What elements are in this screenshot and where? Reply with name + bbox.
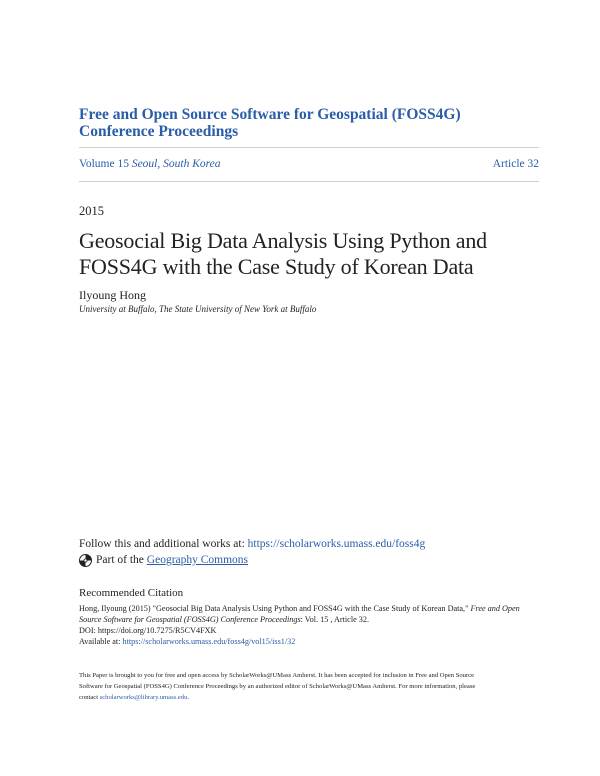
citation-doi: DOI: https://doi.org/10.7275/R5CV4FXK — [79, 626, 217, 635]
publication-year: 2015 — [79, 204, 104, 218]
footer-line-2: Software for Geospatial (FOSS4G) Conference Proceedings by an authorized editor of ScholarWorks@UMass Amherst. For more information, please — [79, 683, 476, 690]
available-at-prefix: Available at: — [79, 637, 123, 646]
citation-authors-title: Hong, Ilyoung (2015) "Geosocial Big Data Analysis Using Python and FOSS4G with the Case Study of Korean Data," — [79, 604, 471, 613]
footer-period: . — [187, 694, 190, 701]
series-title-line-2[interactable]: Conference Proceedings — [79, 123, 239, 140]
follow-line — [79, 537, 425, 551]
article-label[interactable]: Article 32 — [492, 158, 539, 170]
geography-commons-link[interactable]: Geography Commons — [146, 554, 249, 566]
footer-line-3 — [79, 692, 539, 703]
citation-journal-part-2: Source Software for Geospatial (FOSS4G) Conference Proceedings — [79, 615, 301, 624]
author-affiliation: University at Buffalo, The State University of New York at Buffalo — [79, 304, 317, 314]
series-title[interactable] — [79, 106, 529, 140]
paper-title-line-1: Geosocial Big Data Analysis Using Python and — [79, 228, 487, 253]
available-at-link[interactable]: https://scholarworks.umass.edu/foss4g/vol15/iss1/32 — [122, 637, 296, 646]
paper-title-line-2: FOSS4G with the Case Study of Korean Data — [79, 254, 474, 279]
citation-volume: : Vol. 15 , Article 32. — [300, 615, 370, 624]
citation-journal-part-1: Free and Open — [470, 604, 520, 613]
top-divider — [79, 147, 539, 148]
citation-line-2 — [79, 614, 539, 625]
citation-block — [79, 603, 539, 647]
volume-label[interactable]: Volume 15 — [79, 158, 129, 170]
citation-line-4 — [79, 636, 539, 647]
footer-contact-prefix: contact — [79, 694, 100, 701]
part-of-prefix: Part of the — [96, 554, 144, 566]
series-title-line-1[interactable]: Free and Open Source Software for Geospatial (FOSS4G) — [79, 106, 461, 123]
volume-line — [79, 157, 539, 171]
follow-link[interactable]: https://scholarworks.umass.edu/foss4g — [247, 538, 426, 550]
citation-line-1 — [79, 603, 539, 614]
volume-info[interactable] — [79, 157, 221, 171]
network-commons-icon — [79, 554, 92, 567]
location-label[interactable]: Seoul, South Korea — [131, 158, 221, 170]
author-name: Ilyoung Hong — [79, 288, 146, 302]
paper-title — [79, 228, 519, 280]
contact-email-link[interactable]: scholarworks@library.umass.edu — [99, 694, 188, 701]
follow-prefix: Follow this and additional works at: — [79, 538, 248, 550]
footer-line-1: This Paper is brought to you for free and open access by ScholarWorks@UMass Amherst. It has been accepted for inclusion in Free and Open Source — [79, 672, 475, 679]
recommended-citation-heading: Recommended Citation — [79, 587, 184, 599]
bottom-divider — [79, 181, 539, 182]
footer-notice — [79, 670, 539, 703]
part-of-line — [79, 553, 248, 567]
